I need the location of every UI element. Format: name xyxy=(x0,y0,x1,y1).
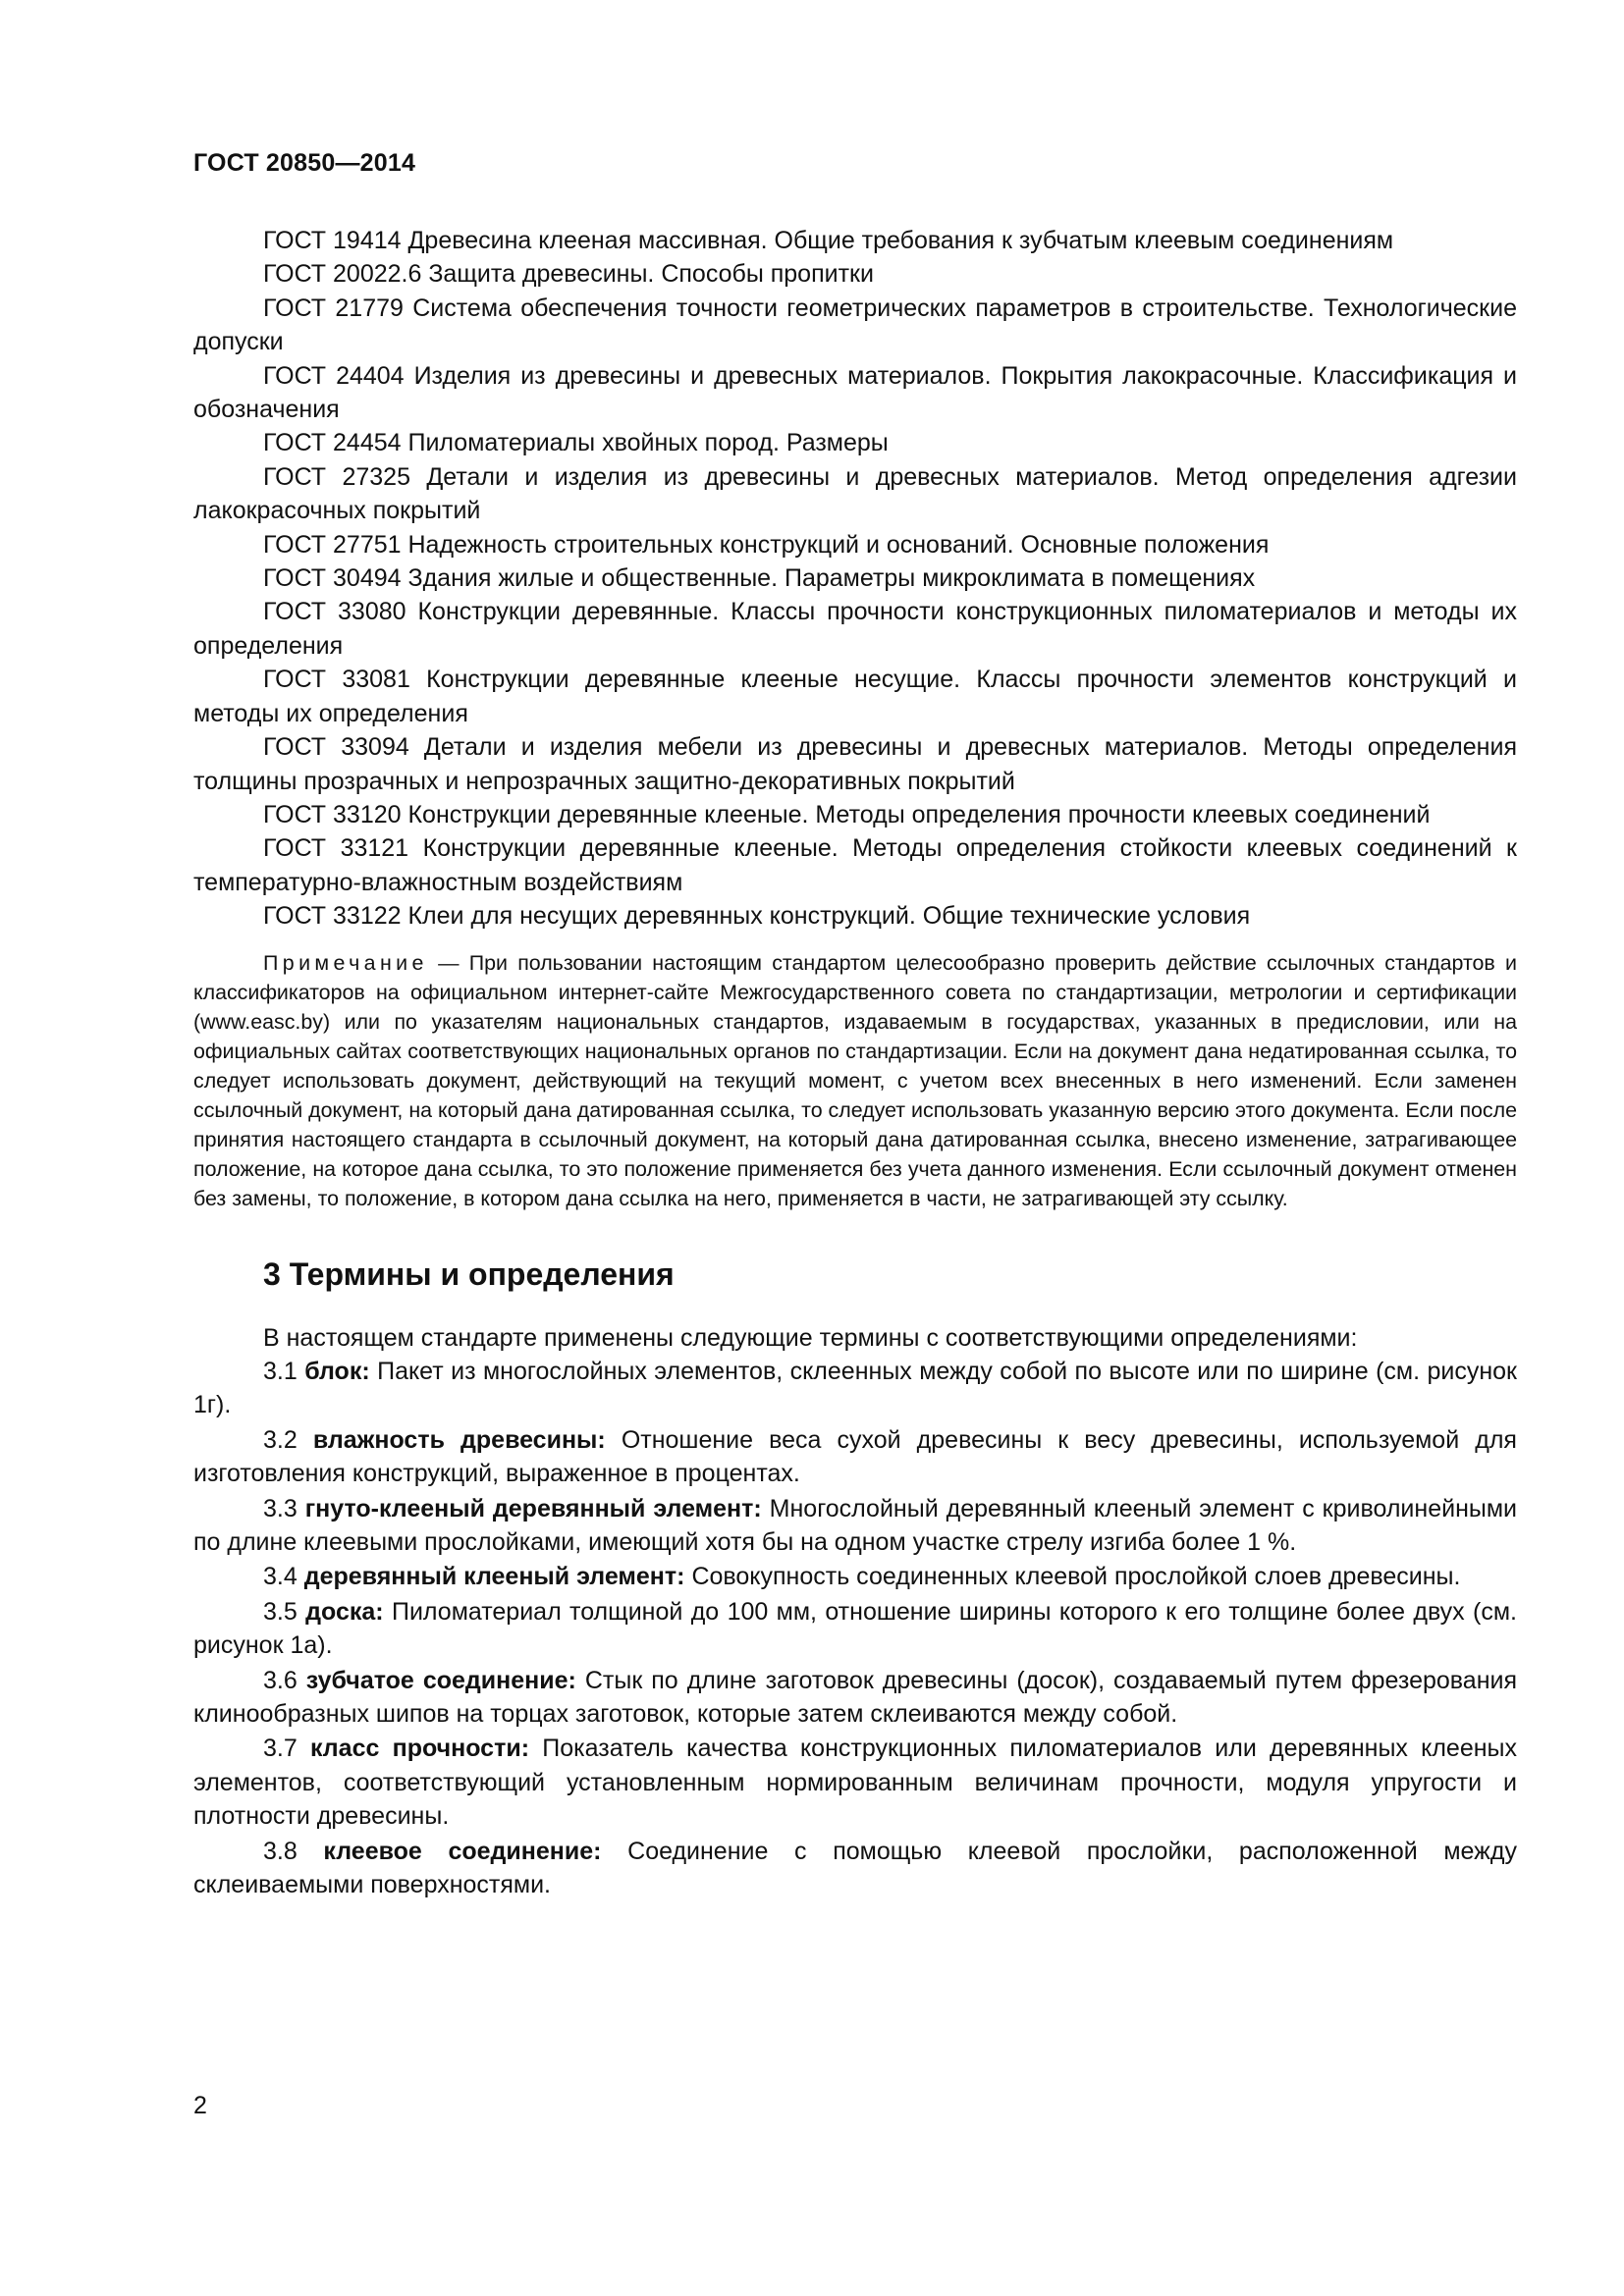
term-definition xyxy=(193,1732,1517,1833)
term-definition xyxy=(193,1492,1517,1560)
reference-item: ГОСТ 27325 Детали и изделия из древесины и древесных материалов. Метод определения адгезии лакокрасочных покрытий xyxy=(193,462,1517,525)
reference-item: ГОСТ 21779 Система обеспечения точности геометрических параметров в строительстве. Технологические допуски xyxy=(193,294,1517,356)
page-number: 2 xyxy=(193,2092,207,2119)
reference-item: ГОСТ 33122 Клеи для несущих деревянных конструкций. Общие технические условия xyxy=(263,902,1251,931)
normative-references-list xyxy=(193,224,1517,934)
reference-item: ГОСТ 33120 Конструкции деревянные клееные. Методы определения прочности клеевых соединений xyxy=(263,800,1431,828)
terms-list xyxy=(193,1355,1517,1902)
term-number: 3.6 xyxy=(263,1666,298,1694)
term-number: 3.7 xyxy=(263,1735,298,1763)
reference-item: ГОСТ 33081 Конструкции деревянные клееные несущие. Классы прочности элементов конструкций и методы их определения xyxy=(193,666,1517,727)
term-text: Отношение веса сухой древесины к весу древесины, используемой для изготовления конструкций, выраженное в процентах. xyxy=(193,1425,1517,1488)
reference-item: ГОСТ 24404 Изделия из древесины и древесных материалов. Покрытия лакокрасочные. Классификация и обозначения xyxy=(193,361,1517,424)
term-name: влажность древесины: xyxy=(312,1425,606,1454)
term-name: класс прочности: xyxy=(309,1735,530,1763)
term-name: клеевое соединение: xyxy=(323,1837,602,1865)
term-text: Показатель качества конструкционных пиломатериалов или деревянных клееных элементов, соответствующий установленным нормированным величинам прочности, модуля упругости и плотности древесины. xyxy=(193,1735,1518,1831)
reference-item: ГОСТ 24454 Пиломатериалы хвойных пород. Размеры xyxy=(263,429,889,457)
term-text: Пиломатериал толщиной до 100 мм, отношение ширины которого к его толщине более двух (см. рисунок 1а). xyxy=(193,1597,1518,1660)
reference-item: ГОСТ 33121 Конструкции деревянные клееные. Методы определения стойкости клеевых соединений к температурно-влажностным воздействиям xyxy=(193,834,1517,896)
note-text: При пользовании настоящим стандартом целесообразно проверить действие ссылочных стандартов и классификаторов на официальном интернет-сайте Межгосударственного совета по стандартизации, метрологии и сертификации (www.easc.by) или по указателям национальных стандартов, издаваемым в государствах, указанных в предисловии, или на официальных сайтах соответствующих национальных органов по стандартизации. Если на документ дана недатированная ссылка, то следует использовать документ, действующий на текущий момент, с учетом всех внесенных в него изменений. Если заменен ссылочный документ, на который дана датированная ссылка, то следует использовать указанную версию этого документа. Если после принятия настоящего стандарта в ссылочный документ, на который дана датированная ссылка, внесено изменение, затрагивающее положение, на которое дана ссылка, то это положение применяется без учета данного изменения. Если ссылочный документ отменен без замены, то положение, в котором дана ссылка на него, применяется в части, не затрагивающей эту ссылку. xyxy=(193,950,1517,1210)
reference-item: ГОСТ 19414 Древесина клееная массивная. Общие требования к зубчатым клеевым соединениям xyxy=(263,227,1394,254)
term-text: Пакет из многослойных элементов, склеенных между собой по высоте или по ширине (см. рисунок 1г). xyxy=(193,1357,1517,1419)
note-label: Примечание xyxy=(263,950,428,975)
note-paragraph xyxy=(193,948,1517,1213)
term-text: Многослойный деревянный клееный элемент с криволинейными по длине клеевыми прослойками, имеющий хотя бы на одном участке стрелу изгиба более 1 %. xyxy=(193,1494,1517,1556)
reference-item: ГОСТ 33094 Детали и изделия мебели из древесины и древесных материалов. Методы определения толщины прозрачных и непрозрачных защитно-декоративных покрытий xyxy=(193,733,1517,795)
term-text: Соединение с помощью клеевой прослойки, расположенной между склеиваемыми поверхностями. xyxy=(193,1837,1517,1899)
term-number: 3.5 xyxy=(263,1597,298,1626)
term-definition xyxy=(193,1423,1517,1491)
term-text: Совокупность соединенных клеевой прослойкой слоев древесины. xyxy=(691,1563,1461,1591)
section-intro: В настоящем стандарте применены следующие термины с соответствующими определениями: xyxy=(263,1323,1358,1352)
document-header: ГОСТ 20850—2014 xyxy=(193,149,416,177)
term-name: деревянный клееный элемент: xyxy=(303,1563,685,1591)
term-number: 3.4 xyxy=(263,1563,298,1591)
reference-item: ГОСТ 33080 Конструкции деревянные. Классы прочности конструкционных пиломатериалов и методы их определения xyxy=(193,598,1517,660)
term-number: 3.1 xyxy=(263,1357,298,1385)
reference-item: ГОСТ 30494 Здания жилые и общественные. Параметры микроклимата в помещениях xyxy=(263,564,1256,593)
section-title: 3 Термины и определения xyxy=(263,1255,675,1292)
reference-item: ГОСТ 27751 Надежность строительных конструкций и оснований. Основные положения xyxy=(263,530,1270,559)
page-content xyxy=(193,224,1517,1901)
term-number: 3.8 xyxy=(263,1837,298,1865)
term-text: Стык по длине заготовок древесины (досок), создаваемый путем фрезерования клинообразных шипов на торцах заготовок, которые затем склеиваются между собой. xyxy=(193,1666,1518,1728)
term-name: блок: xyxy=(304,1357,370,1385)
term-definition xyxy=(193,1560,1517,1593)
term-definition xyxy=(193,1355,1517,1422)
term-definition xyxy=(193,1664,1517,1732)
term-definition xyxy=(193,1835,1517,1902)
note-dash: — xyxy=(427,950,469,975)
term-number: 3.2 xyxy=(263,1425,298,1454)
term-name: доска: xyxy=(305,1597,384,1626)
term-number: 3.3 xyxy=(263,1494,298,1522)
reference-item: ГОСТ 20022.6 Защита древесины. Способы пропитки xyxy=(263,260,874,289)
term-definition xyxy=(193,1595,1517,1663)
term-name: гнуто-клееный деревянный элемент: xyxy=(304,1494,762,1522)
term-name: зубчатое соединение: xyxy=(305,1666,576,1694)
